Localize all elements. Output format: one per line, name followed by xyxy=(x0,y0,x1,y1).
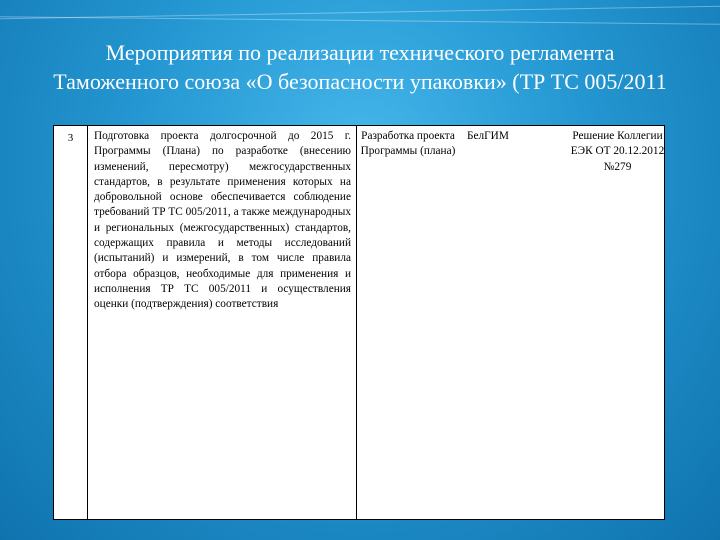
row-executor: БелГИМ xyxy=(467,130,509,142)
executor-cell xyxy=(459,126,569,519)
description-cell xyxy=(88,126,357,519)
slide-title: Мероприятия по реализации технического регламента Таможенного союза «О безопасности упаковки» (ТР ТС 005/2011 xyxy=(53,40,667,94)
row-basis: Решение Коллегии ЕЭК ОТ 20.12.2012 №279 xyxy=(570,130,665,173)
result-cell xyxy=(357,126,459,519)
row-description: Подготовка проекта долгосрочной до 2015 г. Программы (Плана) по разработке (внесению изменений, пересмотру) межгосударственных стандартов, в результате применения которых на добровольной основе обеспечивается соблюдение требований ТР ТС 005/2011, а также международных и региональных (межгосударственных) стандартов, содержащих правила и методы исследований (испытаний) и измерений, в том числе правила отбора образцов, необходимые для применения и исполнения ТР ТС 005/2011 и осуществления оценки (подтверждения) соответствия xyxy=(94,130,351,311)
row-result: Разработка проекта Программы (плана) xyxy=(360,130,456,158)
basis-cell xyxy=(569,126,666,519)
row-number: 3 xyxy=(67,132,74,144)
measures-table xyxy=(53,125,665,520)
row-number-cell xyxy=(54,126,88,519)
